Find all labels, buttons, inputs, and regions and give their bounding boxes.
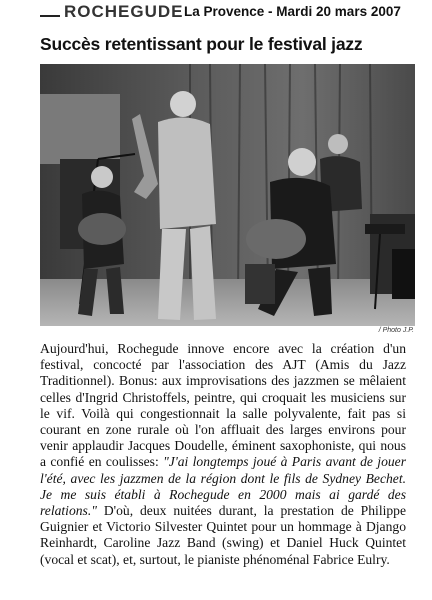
article-paragraph	[40, 341, 406, 568]
article-text-part2: D'où, deux nuitées durant, la prestation de Philippe Guignier et Victorio Silvester Quintet pour un hommage à Django Reinhardt, Caroline Jazz Band (swing) et Daniel Huck Quintet (vocal et scat), et, surtout, le pianiste phénoménal Fabrice Eulry.	[40, 503, 406, 567]
article-body	[40, 341, 406, 568]
article-text-part1: Aujourd'hui, Rochegude innove encore avec la création d'un festival, concocté par l'association des AJT (Amis du Jazz Traditionnel). Bonus: aux improvisations des jazzmen se mêlaient celles d'Ingrid Christoffels, peintre, qui croquait les musiciens sur le vif. Voilà qui congestionnait la salle polyvalente, fait pas si courant en zone rurale où l'on affluait des larges environs pour venir applaudir Jacques Doudelle, éminent saxophoniste, qui nous a confié en coulisses:	[40, 341, 406, 470]
concert-photo	[40, 64, 415, 326]
section-label: ROCHEGUDE	[64, 2, 184, 21]
newspaper-date: La Provence - Mardi 20 mars 2007	[184, 4, 401, 19]
article-headline: Succès retentissant pour le festival jazz	[40, 34, 363, 54]
photo-credit: / Photo J.P.	[378, 327, 414, 334]
article-quote: "J'ai longtemps joué à Paris avant de jouer l'été, avec les jazzmen de la région dont le fils de Sydney Bechet. Je me suis établi à Rochegude en 2000 mais ai gardé des relations."	[40, 454, 406, 519]
header-rule	[40, 15, 60, 17]
concert-photo-drawing	[40, 64, 415, 326]
